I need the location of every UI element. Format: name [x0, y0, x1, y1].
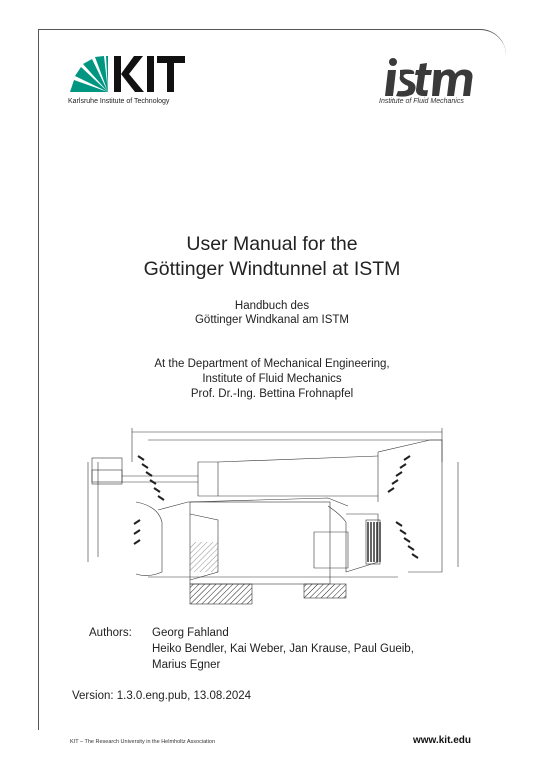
department-line1: At the Department of Mechanical Engineering,: [154, 358, 390, 370]
authors-label: Authors:: [89, 627, 132, 639]
istm-logo: [380, 56, 480, 100]
authors-line2: Heiko Bendler, Kai Weber, Jan Krause, Paul Gueib,: [152, 643, 414, 655]
department-line3: Prof. Dr.-Ing. Bettina Frohnapfel: [190, 388, 354, 400]
windtunnel-drawing: [78, 422, 468, 606]
kit-subtitle: Karlsruhe Institute of Technology: [68, 98, 170, 105]
version-info: Version: 1.3.0.eng.pub, 13.08.2024: [72, 690, 252, 702]
footer-website-link[interactable]: www.kit.edu: [413, 735, 471, 746]
istm-subtitle: Institute of Fluid Mechanics: [379, 98, 464, 105]
document-title-line1: User Manual for the: [186, 233, 358, 255]
authors-line1: Georg Fahland: [152, 627, 229, 639]
footer-tagline: KIT – The Research University in the Helmholtz Association: [70, 739, 216, 745]
subtitle-line1: Handbuch des: [234, 300, 310, 312]
department-line2: Institute of Fluid Mechanics: [202, 373, 342, 385]
authors-line3: Marius Egner: [152, 659, 221, 671]
document-title-line2: Göttinger Windtunnel at ISTM: [143, 258, 401, 280]
subtitle-line2: Göttinger Windkanal am ISTM: [194, 314, 350, 326]
